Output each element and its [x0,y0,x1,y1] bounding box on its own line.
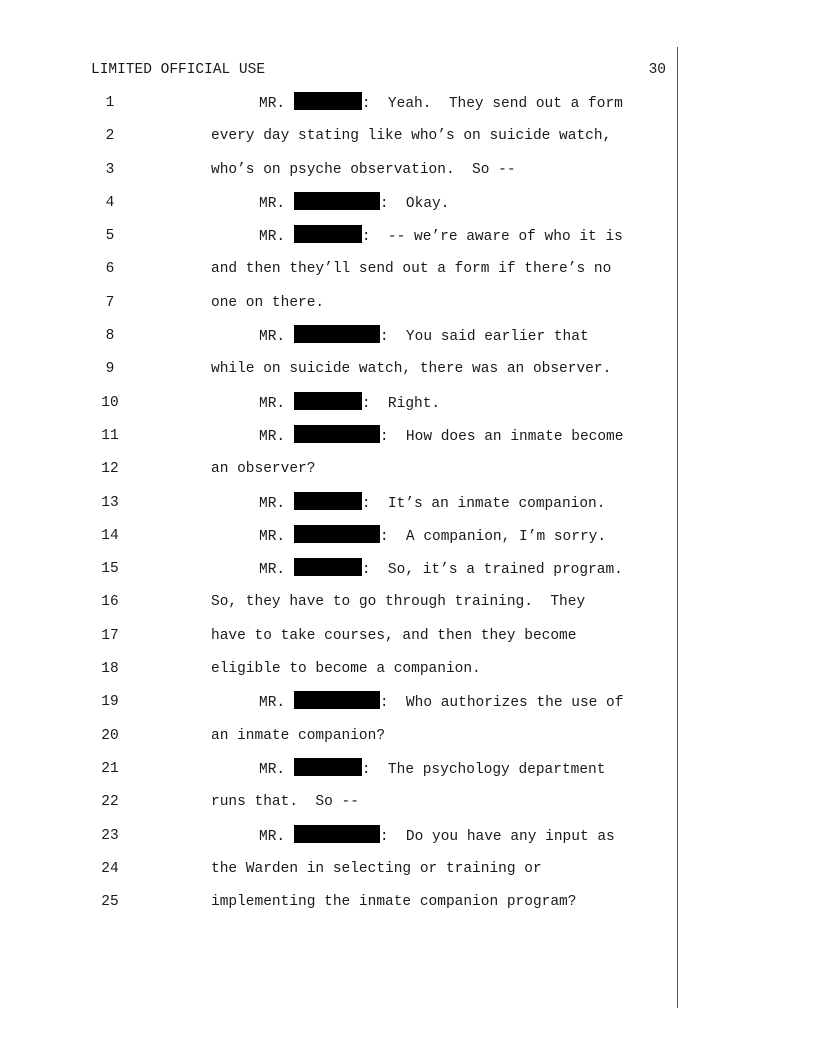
continuation-text: implementing the inmate companion program? [211,894,577,911]
continuation-text: an observer? [211,461,316,478]
continuation-text: and then they’ll send out a form if there’s no [211,261,612,278]
speech-text: : You said earlier that [379,329,589,346]
speaker-turn [259,758,605,781]
transcript-line [0,791,816,824]
transcript-line [0,492,816,525]
transcript-line [0,159,816,192]
transcript-line [0,392,816,425]
line-number: 23 [101,827,119,844]
speaker-turn [259,92,623,115]
line-number: 17 [101,627,119,644]
speech-text: : It’s an inmate companion. [361,495,606,512]
speaker-prefix: MR. [259,229,294,246]
line-number: 21 [101,760,119,777]
speaker-prefix: MR. [259,329,294,346]
line-number: 14 [101,527,119,544]
redaction-box [294,192,380,210]
transcript-lines [0,92,816,924]
transcript-line [0,758,816,791]
speaker-prefix: MR. [259,195,294,212]
speaker-prefix: MR. [259,695,294,712]
speech-text: : So, it’s a trained program. [361,562,623,579]
line-number: 6 [105,261,115,278]
speaker-turn [259,558,623,581]
speaker-turn [259,825,615,848]
speaker-prefix: MR. [259,761,294,778]
redaction-box [294,425,380,443]
page-number: 30 [648,62,666,78]
line-number: 2 [105,128,115,145]
speaker-turn [259,492,605,515]
continuation-text: every day stating like who’s on suicide watch, [211,128,612,145]
line-number: 15 [101,561,119,578]
line-number: 18 [101,661,119,678]
transcript-line [0,725,816,758]
speech-text: : The psychology department [361,761,606,778]
transcript-line [0,691,816,724]
transcript-line [0,258,816,291]
line-number: 13 [101,494,119,511]
speaker-turn [259,691,623,714]
speaker-prefix: MR. [259,828,294,845]
line-number: 3 [105,161,115,178]
speaker-prefix: MR. [259,528,294,545]
speech-text: : Who authorizes the use of [379,695,624,712]
classification-header: LIMITED OFFICIAL USE [91,62,266,78]
continuation-text: have to take courses, and then they become [211,627,577,644]
transcript-line [0,458,816,491]
speaker-turn [259,392,440,415]
redaction-box [294,525,380,543]
speaker-prefix: MR. [259,495,294,512]
line-number: 22 [101,794,119,811]
speech-text: : How does an inmate become [379,428,624,445]
transcript-line [0,325,816,358]
speaker-turn [259,425,623,448]
line-number: 7 [105,294,115,311]
line-number: 4 [105,194,115,211]
continuation-text: the Warden in selecting or training or [211,860,542,877]
speaker-prefix: MR. [259,428,294,445]
redaction-box [294,325,380,343]
transcript-line [0,525,816,558]
speaker-turn [259,225,623,248]
transcript-line [0,92,816,125]
line-number: 9 [105,361,115,378]
line-number: 8 [105,328,115,345]
redaction-box [294,492,362,510]
transcript-line [0,292,816,325]
line-number: 10 [101,394,119,411]
transcript-line [0,891,816,924]
line-number: 24 [101,860,119,877]
speaker-turn [259,192,449,215]
speech-text: : Yeah. They send out a form [361,96,623,112]
redaction-box [294,691,380,709]
continuation-text: one on there. [211,294,325,311]
continuation-text: runs that. So -- [211,794,359,811]
line-number: 16 [101,594,119,611]
redaction-box [294,225,362,243]
transcript-line [0,591,816,624]
continuation-text: So, they have to go through training. They [211,594,586,611]
line-number: 1 [105,95,115,111]
transcript-line [0,192,816,225]
line-number: 12 [101,461,119,478]
speech-text: : Okay. [379,195,450,212]
speaker-prefix: MR. [259,96,294,112]
speech-text: : A companion, I’m sorry. [379,528,607,545]
transcript-line [0,425,816,458]
line-number: 11 [101,427,119,444]
transcript-line [0,225,816,258]
speech-text: : Do you have any input as [379,828,615,845]
line-number: 19 [101,694,119,711]
transcript-line [0,858,816,891]
continuation-text: eligible to become a companion. [211,661,481,678]
speech-text: : Right. [361,395,441,412]
speaker-turn [259,325,589,348]
redaction-box [294,92,362,110]
redaction-box [294,392,362,410]
redaction-box [294,825,380,843]
transcript-line [0,358,816,391]
speaker-prefix: MR. [259,562,294,579]
transcript-line [0,625,816,658]
line-number: 20 [101,727,119,744]
redaction-box [294,558,362,576]
transcript-line [0,658,816,691]
transcript-line [0,825,816,858]
continuation-text: an inmate companion? [211,727,386,744]
line-number: 5 [105,228,115,245]
transcript-line [0,558,816,591]
transcript-line [0,125,816,158]
line-number: 25 [101,894,119,911]
continuation-text: while on suicide watch, there was an observer. [211,361,612,378]
continuation-text: who’s on psyche observation. So -- [211,161,516,178]
redaction-box [294,758,362,776]
speaker-turn [259,525,606,548]
speech-text: : -- we’re aware of who it is [361,229,623,246]
speaker-prefix: MR. [259,395,294,412]
